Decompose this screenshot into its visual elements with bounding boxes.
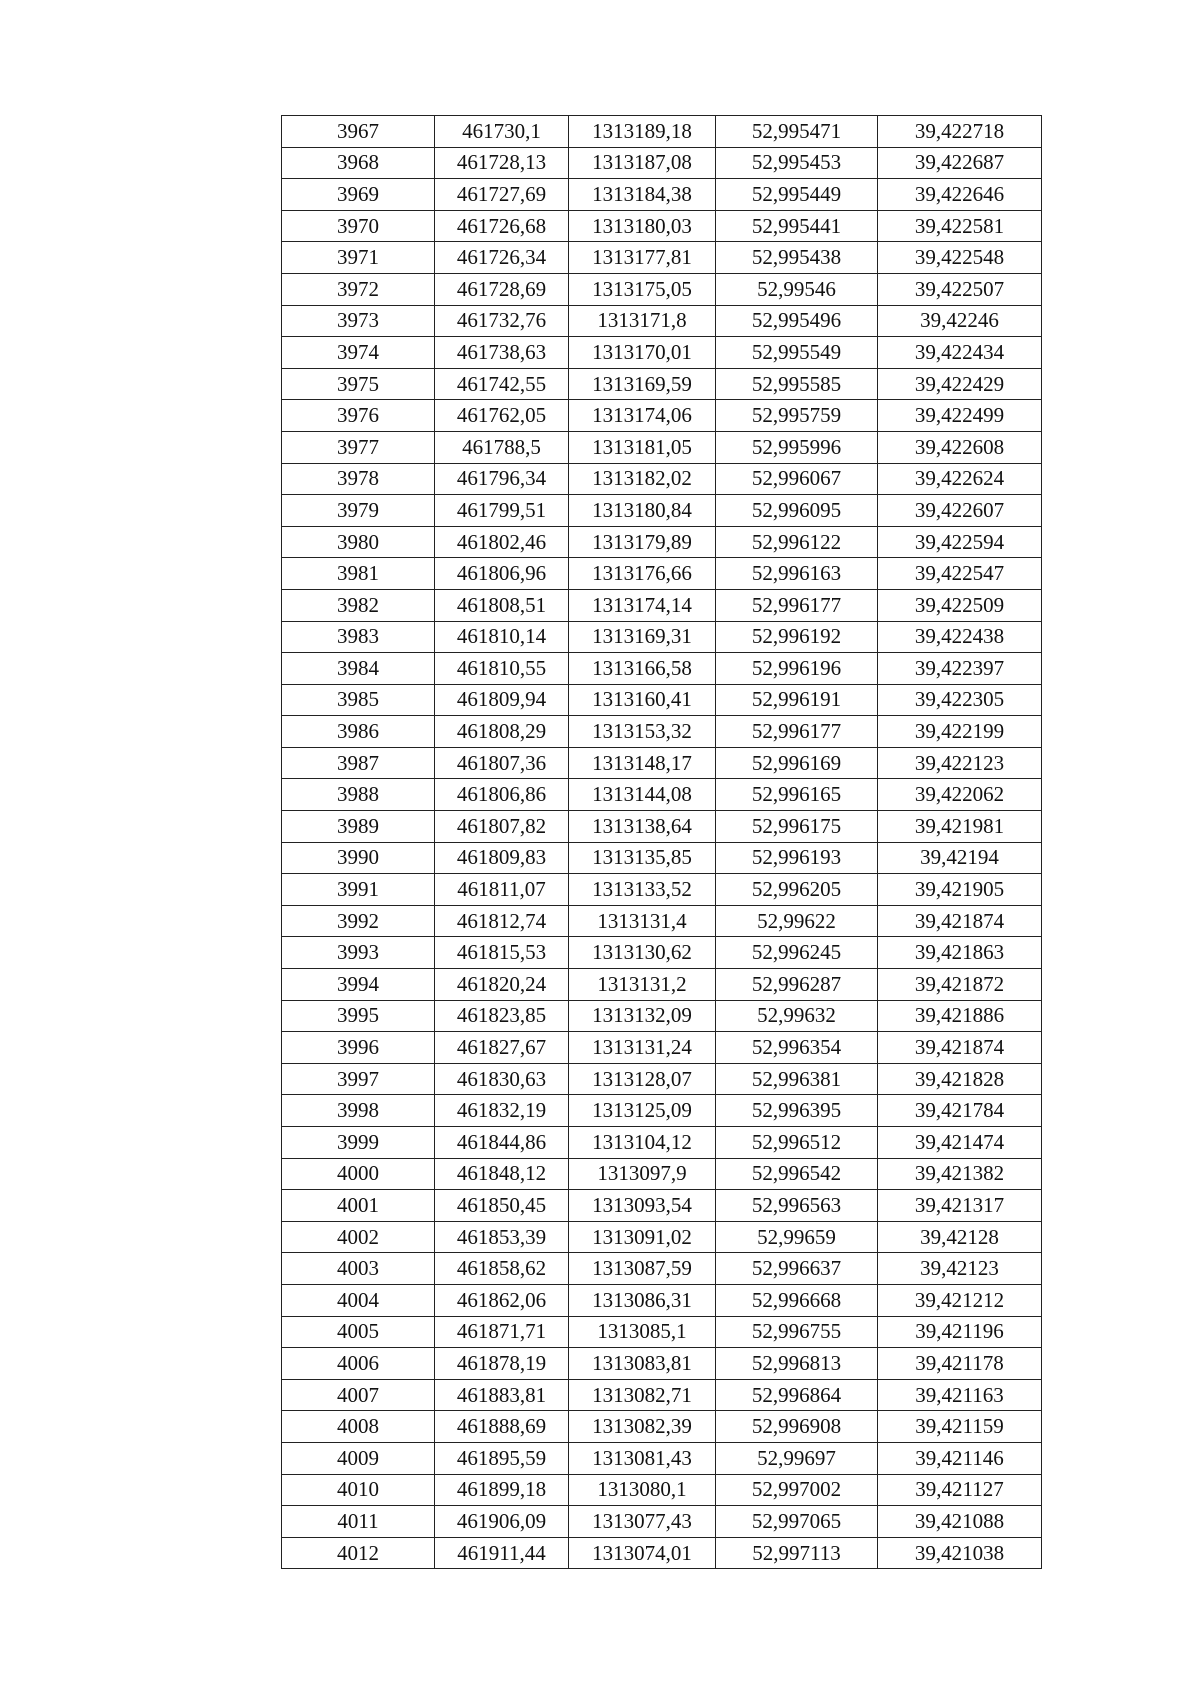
point-number-cell: 4005 xyxy=(282,1316,435,1348)
x-coordinate-cell: 461911,44 xyxy=(435,1537,569,1569)
longitude-cell: 39,42123 xyxy=(878,1253,1042,1285)
y-coordinate-cell: 1313138,64 xyxy=(569,811,716,843)
y-coordinate-cell: 1313181,05 xyxy=(569,431,716,463)
x-coordinate-cell: 461809,94 xyxy=(435,684,569,716)
point-number-cell: 3977 xyxy=(282,431,435,463)
latitude-cell: 52,996668 xyxy=(716,1284,878,1316)
y-coordinate-cell: 1313169,31 xyxy=(569,621,716,653)
x-coordinate-cell: 461738,63 xyxy=(435,337,569,369)
point-number-cell: 4010 xyxy=(282,1474,435,1506)
longitude-cell: 39,421382 xyxy=(878,1158,1042,1190)
y-coordinate-cell: 1313086,31 xyxy=(569,1284,716,1316)
table-row xyxy=(282,1127,1042,1159)
y-coordinate-cell: 1313091,02 xyxy=(569,1221,716,1253)
table-row xyxy=(282,874,1042,906)
x-coordinate-cell: 461732,76 xyxy=(435,305,569,337)
y-coordinate-cell: 1313160,41 xyxy=(569,684,716,716)
longitude-cell: 39,421874 xyxy=(878,905,1042,937)
longitude-cell: 39,422507 xyxy=(878,273,1042,305)
latitude-cell: 52,995441 xyxy=(716,210,878,242)
latitude-cell: 52,996563 xyxy=(716,1190,878,1222)
latitude-cell: 52,996196 xyxy=(716,653,878,685)
latitude-cell: 52,996381 xyxy=(716,1063,878,1095)
longitude-cell: 39,421905 xyxy=(878,874,1042,906)
x-coordinate-cell: 461742,55 xyxy=(435,368,569,400)
x-coordinate-cell: 461811,07 xyxy=(435,874,569,906)
longitude-cell: 39,422429 xyxy=(878,368,1042,400)
point-number-cell: 4011 xyxy=(282,1506,435,1538)
y-coordinate-cell: 1313085,1 xyxy=(569,1316,716,1348)
longitude-cell: 39,421784 xyxy=(878,1095,1042,1127)
y-coordinate-cell: 1313153,32 xyxy=(569,716,716,748)
table-row xyxy=(282,558,1042,590)
table-row xyxy=(282,400,1042,432)
point-number-cell: 3987 xyxy=(282,747,435,779)
y-coordinate-cell: 1313130,62 xyxy=(569,937,716,969)
longitude-cell: 39,421163 xyxy=(878,1379,1042,1411)
latitude-cell: 52,99546 xyxy=(716,273,878,305)
point-number-cell: 4007 xyxy=(282,1379,435,1411)
longitude-cell: 39,421317 xyxy=(878,1190,1042,1222)
y-coordinate-cell: 1313187,08 xyxy=(569,147,716,179)
point-number-cell: 3983 xyxy=(282,621,435,653)
point-number-cell: 3997 xyxy=(282,1063,435,1095)
latitude-cell: 52,99632 xyxy=(716,1000,878,1032)
y-coordinate-cell: 1313132,09 xyxy=(569,1000,716,1032)
y-coordinate-cell: 1313104,12 xyxy=(569,1127,716,1159)
latitude-cell: 52,995453 xyxy=(716,147,878,179)
point-number-cell: 3968 xyxy=(282,147,435,179)
table-row xyxy=(282,1379,1042,1411)
table-row xyxy=(282,242,1042,274)
x-coordinate-cell: 461871,71 xyxy=(435,1316,569,1348)
longitude-cell: 39,422594 xyxy=(878,526,1042,558)
y-coordinate-cell: 1313170,01 xyxy=(569,337,716,369)
x-coordinate-cell: 461728,69 xyxy=(435,273,569,305)
y-coordinate-cell: 1313128,07 xyxy=(569,1063,716,1095)
latitude-cell: 52,996245 xyxy=(716,937,878,969)
longitude-cell: 39,421981 xyxy=(878,811,1042,843)
latitude-cell: 52,996122 xyxy=(716,526,878,558)
table-row xyxy=(282,1000,1042,1032)
point-number-cell: 3984 xyxy=(282,653,435,685)
table-row xyxy=(282,1063,1042,1095)
table-row xyxy=(282,589,1042,621)
x-coordinate-cell: 461788,5 xyxy=(435,431,569,463)
x-coordinate-cell: 461888,69 xyxy=(435,1411,569,1443)
longitude-cell: 39,422199 xyxy=(878,716,1042,748)
x-coordinate-cell: 461878,19 xyxy=(435,1348,569,1380)
longitude-cell: 39,421874 xyxy=(878,1032,1042,1064)
latitude-cell: 52,995496 xyxy=(716,305,878,337)
longitude-cell: 39,421474 xyxy=(878,1127,1042,1159)
longitude-cell: 39,422397 xyxy=(878,653,1042,685)
longitude-cell: 39,421872 xyxy=(878,969,1042,1001)
latitude-cell: 52,996354 xyxy=(716,1032,878,1064)
y-coordinate-cell: 1313184,38 xyxy=(569,179,716,211)
y-coordinate-cell: 1313175,05 xyxy=(569,273,716,305)
x-coordinate-cell: 461862,06 xyxy=(435,1284,569,1316)
table-row xyxy=(282,1411,1042,1443)
point-number-cell: 3992 xyxy=(282,905,435,937)
point-number-cell: 3974 xyxy=(282,337,435,369)
longitude-cell: 39,421886 xyxy=(878,1000,1042,1032)
y-coordinate-cell: 1313131,24 xyxy=(569,1032,716,1064)
x-coordinate-cell: 461815,53 xyxy=(435,937,569,969)
latitude-cell: 52,996067 xyxy=(716,463,878,495)
y-coordinate-cell: 1313179,89 xyxy=(569,526,716,558)
latitude-cell: 52,996395 xyxy=(716,1095,878,1127)
longitude-cell: 39,422581 xyxy=(878,210,1042,242)
table-row xyxy=(282,747,1042,779)
latitude-cell: 52,995549 xyxy=(716,337,878,369)
longitude-cell: 39,421212 xyxy=(878,1284,1042,1316)
table-row xyxy=(282,368,1042,400)
point-number-cell: 4001 xyxy=(282,1190,435,1222)
table-row xyxy=(282,1284,1042,1316)
point-number-cell: 3994 xyxy=(282,969,435,1001)
longitude-cell: 39,422687 xyxy=(878,147,1042,179)
x-coordinate-cell: 461853,39 xyxy=(435,1221,569,1253)
point-number-cell: 4000 xyxy=(282,1158,435,1190)
point-number-cell: 3996 xyxy=(282,1032,435,1064)
latitude-cell: 52,996205 xyxy=(716,874,878,906)
y-coordinate-cell: 1313169,59 xyxy=(569,368,716,400)
latitude-cell: 52,99622 xyxy=(716,905,878,937)
y-coordinate-cell: 1313182,02 xyxy=(569,463,716,495)
y-coordinate-cell: 1313174,14 xyxy=(569,589,716,621)
point-number-cell: 3972 xyxy=(282,273,435,305)
x-coordinate-cell: 461807,36 xyxy=(435,747,569,779)
y-coordinate-cell: 1313171,8 xyxy=(569,305,716,337)
x-coordinate-cell: 461807,82 xyxy=(435,811,569,843)
latitude-cell: 52,995996 xyxy=(716,431,878,463)
x-coordinate-cell: 461827,67 xyxy=(435,1032,569,1064)
table-row xyxy=(282,684,1042,716)
table-row xyxy=(282,1442,1042,1474)
longitude-cell: 39,421828 xyxy=(878,1063,1042,1095)
point-number-cell: 3979 xyxy=(282,495,435,527)
latitude-cell: 52,996287 xyxy=(716,969,878,1001)
y-coordinate-cell: 1313087,59 xyxy=(569,1253,716,1285)
x-coordinate-cell: 461802,46 xyxy=(435,526,569,558)
table-row xyxy=(282,305,1042,337)
table-row xyxy=(282,621,1042,653)
longitude-cell: 39,422607 xyxy=(878,495,1042,527)
x-coordinate-cell: 461810,14 xyxy=(435,621,569,653)
point-number-cell: 4002 xyxy=(282,1221,435,1253)
y-coordinate-cell: 1313189,18 xyxy=(569,116,716,148)
x-coordinate-cell: 461810,55 xyxy=(435,653,569,685)
point-number-cell: 4006 xyxy=(282,1348,435,1380)
latitude-cell: 52,995759 xyxy=(716,400,878,432)
table-row xyxy=(282,1158,1042,1190)
table-row xyxy=(282,431,1042,463)
x-coordinate-cell: 461809,83 xyxy=(435,842,569,874)
x-coordinate-cell: 461848,12 xyxy=(435,1158,569,1190)
y-coordinate-cell: 1313135,85 xyxy=(569,842,716,874)
y-coordinate-cell: 1313080,1 xyxy=(569,1474,716,1506)
table-row xyxy=(282,905,1042,937)
longitude-cell: 39,42246 xyxy=(878,305,1042,337)
point-number-cell: 4003 xyxy=(282,1253,435,1285)
table-row xyxy=(282,653,1042,685)
y-coordinate-cell: 1313081,43 xyxy=(569,1442,716,1474)
longitude-cell: 39,421088 xyxy=(878,1506,1042,1538)
point-number-cell: 3981 xyxy=(282,558,435,590)
latitude-cell: 52,99697 xyxy=(716,1442,878,1474)
coordinates-table-body xyxy=(282,116,1042,1569)
table-row xyxy=(282,210,1042,242)
y-coordinate-cell: 1313133,52 xyxy=(569,874,716,906)
point-number-cell: 3969 xyxy=(282,179,435,211)
table-row xyxy=(282,147,1042,179)
latitude-cell: 52,996191 xyxy=(716,684,878,716)
y-coordinate-cell: 1313148,17 xyxy=(569,747,716,779)
table-row xyxy=(282,1221,1042,1253)
x-coordinate-cell: 461730,1 xyxy=(435,116,569,148)
y-coordinate-cell: 1313077,43 xyxy=(569,1506,716,1538)
point-number-cell: 3998 xyxy=(282,1095,435,1127)
y-coordinate-cell: 1313180,84 xyxy=(569,495,716,527)
table-row xyxy=(282,1253,1042,1285)
y-coordinate-cell: 1313177,81 xyxy=(569,242,716,274)
latitude-cell: 52,996864 xyxy=(716,1379,878,1411)
x-coordinate-cell: 461832,19 xyxy=(435,1095,569,1127)
latitude-cell: 52,996755 xyxy=(716,1316,878,1348)
y-coordinate-cell: 1313131,2 xyxy=(569,969,716,1001)
y-coordinate-cell: 1313166,58 xyxy=(569,653,716,685)
latitude-cell: 52,996165 xyxy=(716,779,878,811)
y-coordinate-cell: 1313082,39 xyxy=(569,1411,716,1443)
table-row xyxy=(282,1537,1042,1569)
longitude-cell: 39,422123 xyxy=(878,747,1042,779)
longitude-cell: 39,422434 xyxy=(878,337,1042,369)
y-coordinate-cell: 1313131,4 xyxy=(569,905,716,937)
latitude-cell: 52,996175 xyxy=(716,811,878,843)
point-number-cell: 3975 xyxy=(282,368,435,400)
x-coordinate-cell: 461808,29 xyxy=(435,716,569,748)
table-row xyxy=(282,179,1042,211)
longitude-cell: 39,422547 xyxy=(878,558,1042,590)
point-number-cell: 3970 xyxy=(282,210,435,242)
point-number-cell: 3999 xyxy=(282,1127,435,1159)
table-row xyxy=(282,1316,1042,1348)
latitude-cell: 52,996192 xyxy=(716,621,878,653)
y-coordinate-cell: 1313174,06 xyxy=(569,400,716,432)
latitude-cell: 52,996177 xyxy=(716,589,878,621)
point-number-cell: 3985 xyxy=(282,684,435,716)
latitude-cell: 52,996637 xyxy=(716,1253,878,1285)
point-number-cell: 3995 xyxy=(282,1000,435,1032)
x-coordinate-cell: 461823,85 xyxy=(435,1000,569,1032)
point-number-cell: 4004 xyxy=(282,1284,435,1316)
x-coordinate-cell: 461850,45 xyxy=(435,1190,569,1222)
x-coordinate-cell: 461895,59 xyxy=(435,1442,569,1474)
point-number-cell: 3991 xyxy=(282,874,435,906)
longitude-cell: 39,422718 xyxy=(878,116,1042,148)
longitude-cell: 39,421146 xyxy=(878,1442,1042,1474)
latitude-cell: 52,997002 xyxy=(716,1474,878,1506)
point-number-cell: 4009 xyxy=(282,1442,435,1474)
longitude-cell: 39,421196 xyxy=(878,1316,1042,1348)
table-row xyxy=(282,779,1042,811)
longitude-cell: 39,421127 xyxy=(878,1474,1042,1506)
longitude-cell: 39,422646 xyxy=(878,179,1042,211)
x-coordinate-cell: 461806,96 xyxy=(435,558,569,590)
y-coordinate-cell: 1313082,71 xyxy=(569,1379,716,1411)
latitude-cell: 52,995471 xyxy=(716,116,878,148)
longitude-cell: 39,422548 xyxy=(878,242,1042,274)
latitude-cell: 52,996095 xyxy=(716,495,878,527)
longitude-cell: 39,422499 xyxy=(878,400,1042,432)
point-number-cell: 3978 xyxy=(282,463,435,495)
longitude-cell: 39,422438 xyxy=(878,621,1042,653)
point-number-cell: 4012 xyxy=(282,1537,435,1569)
y-coordinate-cell: 1313125,09 xyxy=(569,1095,716,1127)
point-number-cell: 3993 xyxy=(282,937,435,969)
x-coordinate-cell: 461799,51 xyxy=(435,495,569,527)
table-row xyxy=(282,842,1042,874)
point-number-cell: 3986 xyxy=(282,716,435,748)
latitude-cell: 52,996908 xyxy=(716,1411,878,1443)
x-coordinate-cell: 461806,86 xyxy=(435,779,569,811)
longitude-cell: 39,422509 xyxy=(878,589,1042,621)
latitude-cell: 52,997065 xyxy=(716,1506,878,1538)
table-row xyxy=(282,337,1042,369)
latitude-cell: 52,996542 xyxy=(716,1158,878,1190)
point-number-cell: 3976 xyxy=(282,400,435,432)
point-number-cell: 3982 xyxy=(282,589,435,621)
longitude-cell: 39,42194 xyxy=(878,842,1042,874)
table-row xyxy=(282,811,1042,843)
point-number-cell: 3988 xyxy=(282,779,435,811)
y-coordinate-cell: 1313074,01 xyxy=(569,1537,716,1569)
x-coordinate-cell: 461883,81 xyxy=(435,1379,569,1411)
latitude-cell: 52,996193 xyxy=(716,842,878,874)
table-row xyxy=(282,937,1042,969)
x-coordinate-cell: 461906,09 xyxy=(435,1506,569,1538)
longitude-cell: 39,422062 xyxy=(878,779,1042,811)
table-row xyxy=(282,1348,1042,1380)
latitude-cell: 52,996813 xyxy=(716,1348,878,1380)
table-row xyxy=(282,1095,1042,1127)
y-coordinate-cell: 1313093,54 xyxy=(569,1190,716,1222)
table-row xyxy=(282,1032,1042,1064)
table-row xyxy=(282,1474,1042,1506)
table-row xyxy=(282,273,1042,305)
y-coordinate-cell: 1313083,81 xyxy=(569,1348,716,1380)
x-coordinate-cell: 461796,34 xyxy=(435,463,569,495)
table-row xyxy=(282,969,1042,1001)
latitude-cell: 52,996177 xyxy=(716,716,878,748)
x-coordinate-cell: 461762,05 xyxy=(435,400,569,432)
table-row xyxy=(282,116,1042,148)
longitude-cell: 39,422305 xyxy=(878,684,1042,716)
x-coordinate-cell: 461844,86 xyxy=(435,1127,569,1159)
latitude-cell: 52,995449 xyxy=(716,179,878,211)
x-coordinate-cell: 461727,69 xyxy=(435,179,569,211)
table-row xyxy=(282,1190,1042,1222)
longitude-cell: 39,421159 xyxy=(878,1411,1042,1443)
longitude-cell: 39,422608 xyxy=(878,431,1042,463)
latitude-cell: 52,997113 xyxy=(716,1537,878,1569)
x-coordinate-cell: 461899,18 xyxy=(435,1474,569,1506)
table-row xyxy=(282,495,1042,527)
longitude-cell: 39,421038 xyxy=(878,1537,1042,1569)
x-coordinate-cell: 461808,51 xyxy=(435,589,569,621)
y-coordinate-cell: 1313097,9 xyxy=(569,1158,716,1190)
point-number-cell: 3980 xyxy=(282,526,435,558)
y-coordinate-cell: 1313144,08 xyxy=(569,779,716,811)
point-number-cell: 3990 xyxy=(282,842,435,874)
x-coordinate-cell: 461830,63 xyxy=(435,1063,569,1095)
latitude-cell: 52,996169 xyxy=(716,747,878,779)
point-number-cell: 3973 xyxy=(282,305,435,337)
coordinates-table xyxy=(281,115,1042,1569)
table-row xyxy=(282,463,1042,495)
y-coordinate-cell: 1313180,03 xyxy=(569,210,716,242)
point-number-cell: 3989 xyxy=(282,811,435,843)
table-row xyxy=(282,1506,1042,1538)
y-coordinate-cell: 1313176,66 xyxy=(569,558,716,590)
x-coordinate-cell: 461812,74 xyxy=(435,905,569,937)
longitude-cell: 39,421863 xyxy=(878,937,1042,969)
latitude-cell: 52,995585 xyxy=(716,368,878,400)
longitude-cell: 39,422624 xyxy=(878,463,1042,495)
point-number-cell: 3967 xyxy=(282,116,435,148)
x-coordinate-cell: 461858,62 xyxy=(435,1253,569,1285)
table-row xyxy=(282,526,1042,558)
x-coordinate-cell: 461726,68 xyxy=(435,210,569,242)
point-number-cell: 4008 xyxy=(282,1411,435,1443)
point-number-cell: 3971 xyxy=(282,242,435,274)
x-coordinate-cell: 461726,34 xyxy=(435,242,569,274)
latitude-cell: 52,996163 xyxy=(716,558,878,590)
x-coordinate-cell: 461728,13 xyxy=(435,147,569,179)
x-coordinate-cell: 461820,24 xyxy=(435,969,569,1001)
longitude-cell: 39,42128 xyxy=(878,1221,1042,1253)
latitude-cell: 52,996512 xyxy=(716,1127,878,1159)
table-row xyxy=(282,716,1042,748)
longitude-cell: 39,421178 xyxy=(878,1348,1042,1380)
latitude-cell: 52,99659 xyxy=(716,1221,878,1253)
latitude-cell: 52,995438 xyxy=(716,242,878,274)
